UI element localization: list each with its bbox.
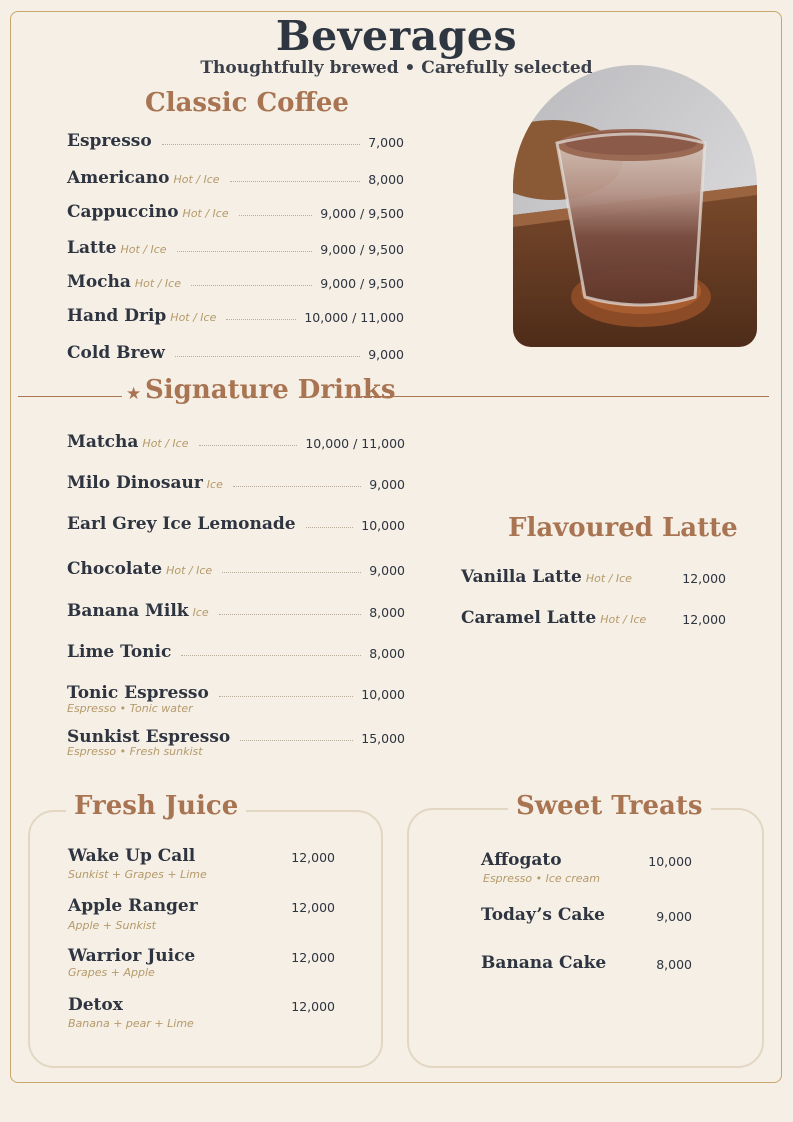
dotted-leader xyxy=(226,319,296,320)
page-subtitle: Thoughtfully brewed • Carefully selected xyxy=(200,58,593,78)
signature-divider-right xyxy=(361,396,769,397)
item-name-text: Vanilla Latte xyxy=(461,567,582,587)
menu-item xyxy=(67,555,405,579)
menu-item-name xyxy=(461,567,632,587)
menu-item-name xyxy=(481,953,606,973)
item-price: 10,000 xyxy=(648,854,692,869)
flavoured-latte-heading: Flavoured Latte xyxy=(508,513,738,543)
menu-item xyxy=(67,723,405,747)
item-name-text: Latte xyxy=(67,238,117,258)
dotted-leader xyxy=(177,251,312,252)
item-name-text: Americano xyxy=(67,168,170,188)
sweet-treats-heading: Sweet Treats xyxy=(508,791,711,821)
item-note: Hot / Ice xyxy=(173,173,220,186)
item-name xyxy=(67,601,209,621)
item-name-text: Apple Ranger xyxy=(68,896,198,916)
dotted-leader xyxy=(240,740,353,741)
page-title: Beverages xyxy=(275,12,518,60)
menu-item xyxy=(67,597,405,621)
item-note: Hot / Ice xyxy=(142,437,189,450)
item-price: 12,000 xyxy=(291,950,335,965)
dotted-leader xyxy=(222,572,361,573)
item-price: 9,000 / 9,500 xyxy=(314,206,404,221)
drink-photo xyxy=(513,65,757,347)
dotted-leader xyxy=(239,215,312,216)
item-name-text: Detox xyxy=(68,995,123,1015)
menu-item xyxy=(67,127,404,151)
item-price: 8,000 xyxy=(363,646,405,661)
item-name xyxy=(67,473,223,493)
item-name-text: Today’s Cake xyxy=(481,905,605,925)
item-price: 12,000 xyxy=(291,900,335,915)
item-price: 12,000 xyxy=(291,850,335,865)
item-name xyxy=(67,432,189,452)
item-note: Hot / Ice xyxy=(120,243,167,256)
menu-item xyxy=(67,302,404,326)
item-note: Hot / Ice xyxy=(134,277,181,290)
iced-chocolate-drink-photo-icon xyxy=(513,65,757,347)
dotted-leader xyxy=(191,285,312,286)
menu-item xyxy=(67,638,405,662)
item-note: Hot / Ice xyxy=(166,564,213,577)
item-name-text: Sunkist Espresso xyxy=(67,727,231,747)
item-description: Espresso • Fresh sunkist xyxy=(67,745,203,758)
item-price: 9,000 xyxy=(362,347,404,362)
item-name-text: Earl Grey Ice Lemonade xyxy=(67,514,296,534)
menu-item xyxy=(67,234,404,258)
item-description: Grapes + Apple xyxy=(68,966,155,979)
item-name-text: Wake Up Call xyxy=(68,846,196,866)
item-description: Banana + pear + Lime xyxy=(68,1017,194,1030)
menu-item-name xyxy=(461,608,646,628)
item-note: Hot / Ice xyxy=(170,311,217,324)
item-price: 7,000 xyxy=(362,135,404,150)
item-price: 9,000 xyxy=(363,563,405,578)
menu-item xyxy=(67,268,404,292)
dotted-leader xyxy=(219,614,361,615)
item-name-text: Lime Tonic xyxy=(67,642,172,662)
item-name-text: Caramel Latte xyxy=(461,608,597,628)
item-description: Apple + Sunkist xyxy=(68,919,156,932)
menu-item xyxy=(67,339,404,363)
star-icon: ★ xyxy=(126,384,142,404)
item-name-text: Tonic Espresso xyxy=(67,683,209,703)
item-name xyxy=(67,238,167,258)
item-name-text: Mocha xyxy=(67,272,131,292)
dotted-leader xyxy=(233,486,361,487)
dotted-leader xyxy=(230,181,360,182)
item-name-text: Matcha xyxy=(67,432,139,452)
item-name-text: Milo Dinosaur xyxy=(67,473,203,493)
item-note: Hot / Ice xyxy=(585,572,632,585)
menu-item-name xyxy=(481,850,562,870)
item-price: 10,000 / 11,000 xyxy=(298,310,404,325)
dotted-leader xyxy=(175,356,360,357)
menu-item xyxy=(67,510,405,534)
item-name xyxy=(67,727,230,747)
item-name-text: Hand Drip xyxy=(67,306,167,326)
fresh-juice-heading: Fresh Juice xyxy=(66,791,246,821)
item-name-text: Cappuccino xyxy=(67,202,179,222)
item-name xyxy=(67,642,171,662)
item-description: Sunkist + Grapes + Lime xyxy=(68,868,207,881)
item-name-text: Banana Cake xyxy=(481,953,607,973)
item-name xyxy=(67,343,165,363)
dotted-leader xyxy=(181,655,361,656)
menu-item xyxy=(67,679,405,703)
item-name-text: Espresso xyxy=(67,131,152,151)
menu-item-name xyxy=(68,896,198,916)
item-name-text: Cold Brew xyxy=(67,343,165,363)
menu-item-name xyxy=(68,846,195,866)
item-name-text: Affogato xyxy=(481,850,562,870)
item-name-text: Chocolate xyxy=(67,559,163,579)
item-price: 9,000 / 9,500 xyxy=(314,242,404,257)
item-note: Hot / Ice xyxy=(182,207,229,220)
menu-item-name xyxy=(68,995,123,1015)
dotted-leader xyxy=(199,445,297,446)
item-description: Espresso • Ice cream xyxy=(483,872,600,885)
item-price: 12,000 xyxy=(291,999,335,1014)
item-description: Espresso • Tonic water xyxy=(67,702,193,715)
dotted-leader xyxy=(162,144,360,145)
signature-divider-left xyxy=(18,396,122,397)
item-price: 9,000 xyxy=(656,909,692,924)
item-price: 10,000 xyxy=(355,687,405,702)
signature-drinks-heading: Signature Drinks xyxy=(145,375,396,405)
item-name xyxy=(67,559,212,579)
item-price: 10,000 xyxy=(355,518,405,533)
item-price: 12,000 xyxy=(682,571,726,586)
menu-item xyxy=(67,198,404,222)
item-name xyxy=(67,272,181,292)
item-name-text: Warrior Juice xyxy=(68,946,196,966)
item-price: 15,000 xyxy=(355,731,405,746)
item-name-text: Banana Milk xyxy=(67,601,189,621)
sweet-treats-box xyxy=(407,808,764,1068)
item-note: Ice xyxy=(206,478,223,491)
item-price: 9,000 xyxy=(363,477,405,492)
item-price: 9,000 / 9,500 xyxy=(314,276,404,291)
item-price: 8,000 xyxy=(363,605,405,620)
item-name xyxy=(67,202,229,222)
menu-item-name xyxy=(68,946,195,966)
item-note: Ice xyxy=(192,606,209,619)
menu-item xyxy=(67,164,404,188)
menu-item xyxy=(67,469,405,493)
dotted-leader xyxy=(219,696,353,697)
item-name xyxy=(67,306,216,326)
item-name xyxy=(67,131,152,151)
item-price: 10,000 / 11,000 xyxy=(299,436,405,451)
item-price: 8,000 xyxy=(656,957,692,972)
item-name xyxy=(67,514,296,534)
item-note: Hot / Ice xyxy=(600,613,647,626)
classic-coffee-heading: Classic Coffee xyxy=(145,88,349,118)
menu-item xyxy=(67,428,405,452)
menu-item-name xyxy=(481,905,605,925)
dotted-leader xyxy=(306,527,353,528)
item-name xyxy=(67,168,220,188)
item-name xyxy=(67,683,209,703)
item-price: 8,000 xyxy=(362,172,404,187)
item-price: 12,000 xyxy=(682,612,726,627)
